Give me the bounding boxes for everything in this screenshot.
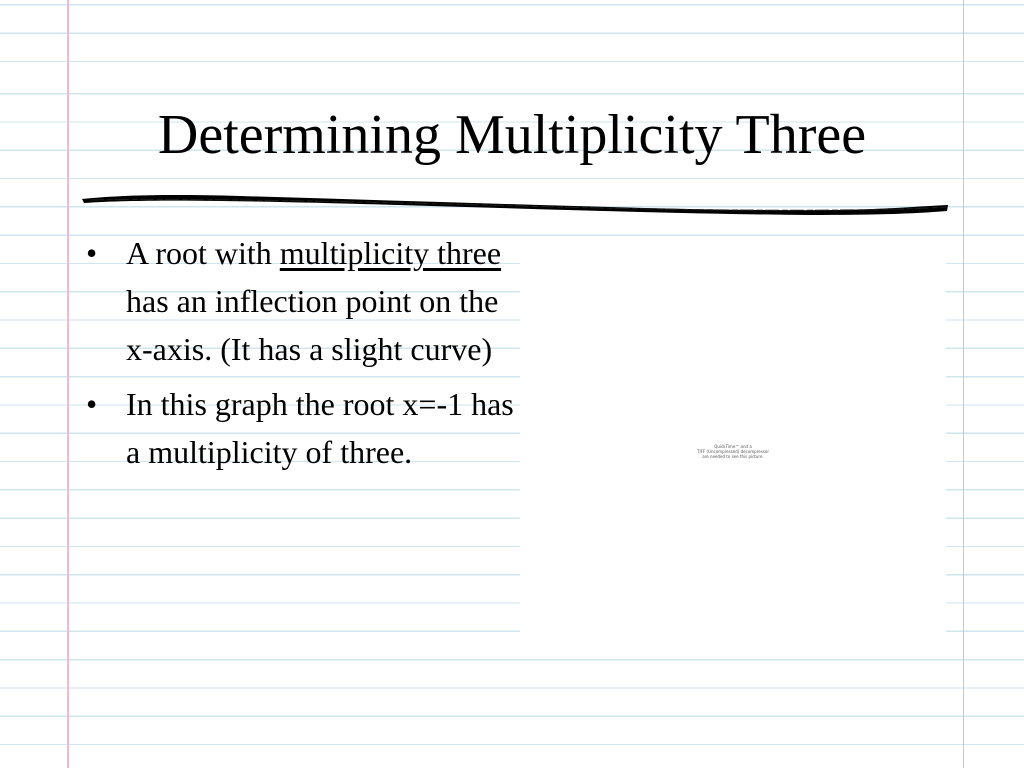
graph-image-placeholder bbox=[520, 236, 946, 636]
bullet-text: In this graph the root x=-1 has a multiplicity of three. bbox=[126, 386, 514, 470]
bullet-text: A root with bbox=[126, 235, 280, 271]
caption-line: QuickTime™ and a bbox=[714, 444, 752, 449]
bullet-marker: • bbox=[86, 235, 98, 271]
slide-title: Determining Multiplicity Three bbox=[157, 104, 867, 166]
bullet-item bbox=[82, 229, 522, 373]
bullet-marker: • bbox=[86, 386, 98, 422]
graph-placeholder-caption bbox=[520, 444, 946, 459]
bullet-item bbox=[82, 380, 522, 476]
caption-line: are needed to see this picture. bbox=[702, 454, 764, 459]
bullet-text: has an inflection point on the x-axis. (It has a slight curve) bbox=[126, 283, 499, 367]
underlined-term: multiplicity three bbox=[279, 235, 502, 271]
title-brush-underline bbox=[80, 190, 950, 220]
caption-line: TIFF (Uncompressed) decompressor bbox=[697, 449, 769, 454]
bullet-list bbox=[82, 229, 522, 483]
